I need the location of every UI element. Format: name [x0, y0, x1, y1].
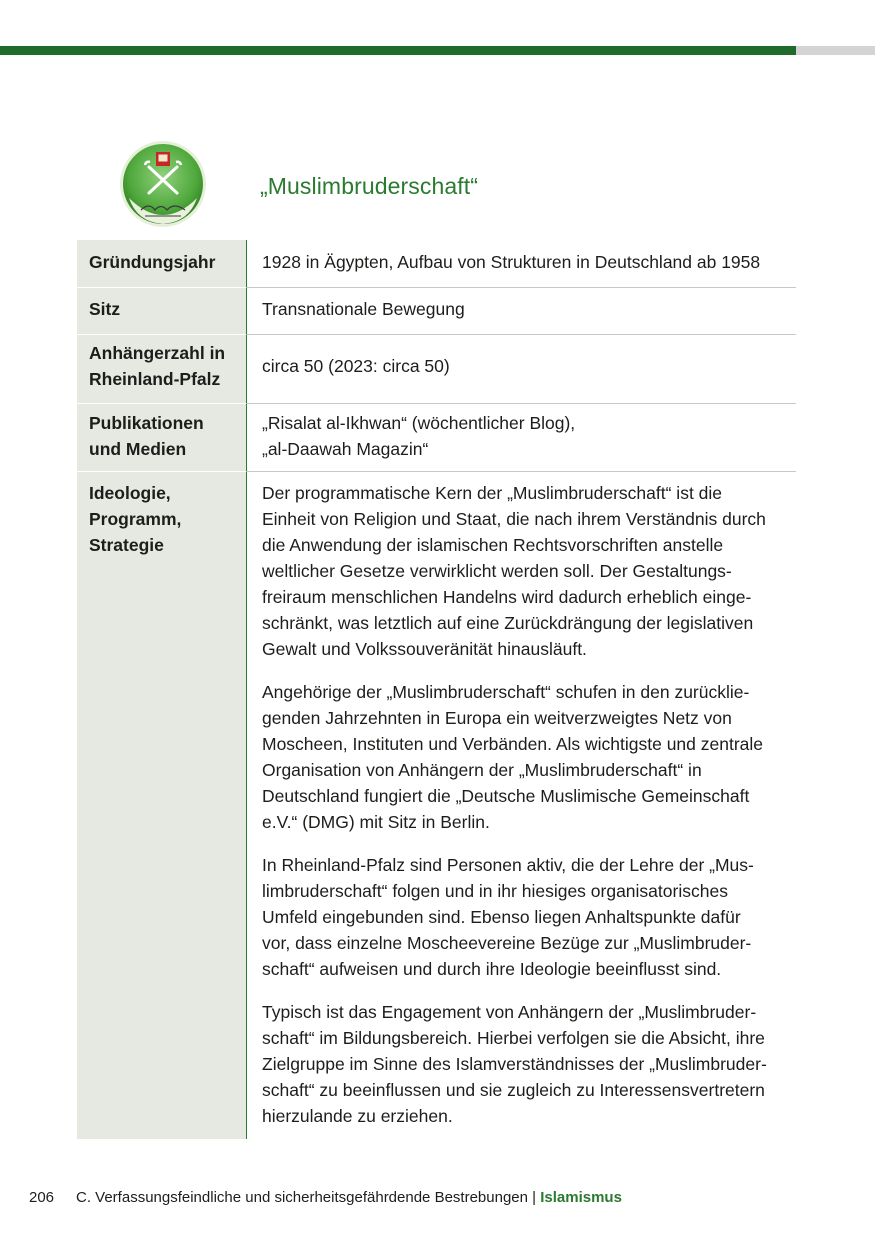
ideology-paragraph-2	[262, 679, 796, 835]
label-line: Anhängerzahl in	[89, 343, 226, 363]
top-grey-bar	[796, 46, 875, 55]
page-number: 206	[29, 1189, 55, 1206]
label-line: Programm,	[89, 509, 182, 529]
row-label-founding-year: Gründungsjahr	[77, 240, 247, 288]
text-line: e.V.“ (DMG) mit Sitz in Berlin.	[262, 812, 490, 832]
table-row	[77, 472, 796, 1139]
text-line: Der programmatische Kern der „Muslimbruderschaft“ ist die	[262, 483, 723, 503]
label-line: Ideologie,	[89, 483, 171, 503]
label-line: Rheinland-Pfalz	[89, 369, 221, 389]
footer-chapter: C. Verfassungsfeindliche und sicherheitsgefährdende Bestrebungen |	[76, 1189, 537, 1206]
ideology-paragraph-3	[262, 852, 796, 982]
text-line: schränkt, was letztlich auf eine Zurückdrängung der legislativen	[262, 613, 754, 633]
row-label-seat: Sitz	[77, 288, 247, 335]
top-accent-bar	[0, 46, 796, 55]
row-value-publications	[247, 404, 796, 472]
row-value-seat: Transnationale Bewegung	[247, 288, 796, 335]
text-line: Einheit von Religion und Staat, die nach ihrem Verständnis durch	[262, 509, 766, 529]
text-line: vor, dass einzelne Moscheevereine Bezüge zur „Muslimbruder-	[262, 933, 752, 953]
ideology-paragraph-4	[262, 999, 796, 1129]
row-value-founding-year: 1928 in Ägypten, Aufbau von Strukturen in Deutschland ab 1958	[247, 240, 796, 288]
value-line: „al-Daawah Magazin“	[262, 439, 429, 459]
text-line: schaft“ aufweisen und durch ihre Ideologie beeinflusst sind.	[262, 959, 722, 979]
text-line: Organisation von Anhängern der „Muslimbruderschaft“ in	[262, 760, 702, 780]
label-line: Publikationen	[89, 413, 204, 433]
row-value-ideology	[247, 472, 796, 1139]
table-row	[77, 288, 796, 335]
muslim-brotherhood-emblem-icon	[119, 140, 207, 228]
row-label-publications	[77, 404, 247, 472]
text-line: Deutschland fungiert die „Deutsche Muslimische Gemeinschaft	[262, 786, 750, 806]
row-label-ideology	[77, 472, 247, 1139]
text-line: freiraum menschlichen Handelns wird dadurch erheblich einge-	[262, 587, 752, 607]
text-line: Umfeld eingebunden sind. Ebenso liegen Anhaltspunkte dafür	[262, 907, 741, 927]
table-row	[77, 240, 796, 288]
text-line: Angehörige der „Muslimbruderschaft“ schufen in den zurücklie-	[262, 682, 750, 702]
text-line: Moscheen, Instituten und Verbänden. Als wichtigste und zentrale	[262, 734, 764, 754]
text-line: In Rheinland-Pfalz sind Personen aktiv, die der Lehre der „Mus-	[262, 855, 754, 875]
page-title: „Muslimbruderschaft“	[260, 173, 478, 199]
table-row	[77, 335, 796, 404]
text-line: schaft“ zu beeinflussen und sie zugleich zu Interessensvertretern	[262, 1080, 765, 1100]
text-line: Gewalt und Volkssouveränität hinausläuft.	[262, 639, 587, 659]
page-footer	[29, 1189, 622, 1206]
text-line: genden Jahrzehnten in Europa ein weitverzweigtes Netz von	[262, 708, 732, 728]
footer-section: Islamismus	[540, 1189, 622, 1206]
text-line: Zielgruppe im Sinne des Islamverständnisses der „Muslimbruder-	[262, 1054, 767, 1074]
text-line: hierzulande zu erziehen.	[262, 1106, 453, 1126]
ideology-paragraph-1	[262, 480, 796, 662]
row-value-followers: circa 50 (2023: circa 50)	[247, 335, 796, 404]
text-line: schaft“ im Bildungsbereich. Hierbei verfolgen sie die Absicht, ihre	[262, 1028, 765, 1048]
text-line: limbruderschaft“ folgen und in ihr hiesiges organisatorisches	[262, 881, 728, 901]
text-line: die Anwendung der islamischen Rechtsvorschriften anstelle	[262, 535, 724, 555]
row-label-followers	[77, 335, 247, 404]
text-line: Typisch ist das Engagement von Anhängern der „Muslimbruder-	[262, 1002, 757, 1022]
table-row	[77, 404, 796, 472]
label-line: Strategie	[89, 535, 164, 555]
value-line: „Risalat al-Ikhwan“ (wöchentlicher Blog),	[262, 413, 576, 433]
label-line: und Medien	[89, 439, 187, 459]
text-line: weltlicher Gesetze verwirklicht werden soll. Der Gestaltungs-	[262, 561, 732, 581]
profile-table	[77, 240, 796, 1139]
